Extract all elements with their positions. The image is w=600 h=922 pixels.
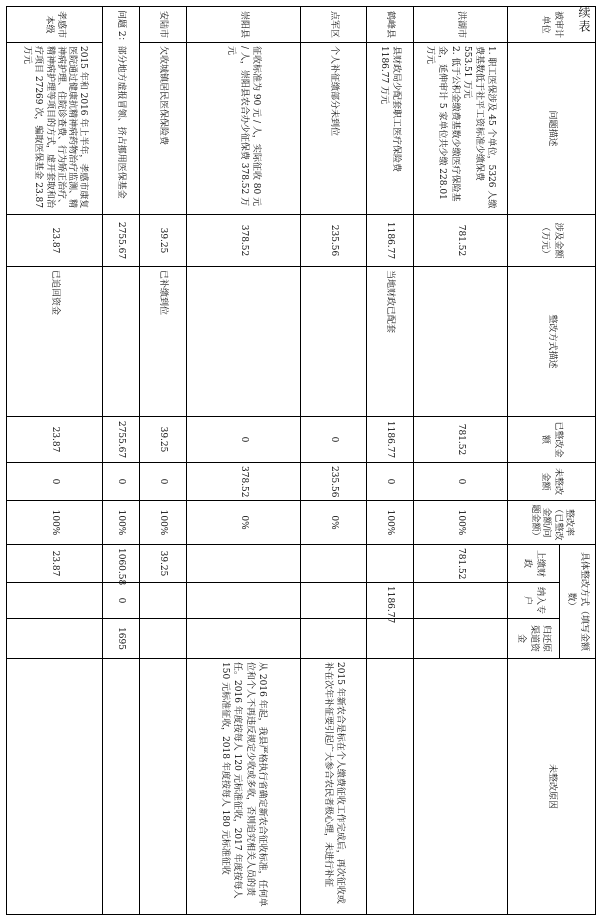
header-detail-group: 具体整改方式（填写金额数） bbox=[560, 545, 596, 659]
header-rectified: 已整改金额 bbox=[508, 417, 596, 463]
cell-rate: 100% bbox=[140, 501, 187, 545]
cell-unrectified: 0 bbox=[414, 463, 508, 501]
cell-method bbox=[187, 267, 301, 417]
header-rate: 整改率（已整改金额/问题金额） bbox=[508, 501, 596, 545]
cell-special-account: 1186.77 bbox=[367, 583, 414, 619]
header-unrectified: 未整改金额 bbox=[508, 463, 596, 501]
cell-returned: 1695 bbox=[103, 619, 140, 659]
cell-upper-finance: 781.52 bbox=[414, 545, 508, 583]
header-special-account: 纳入专户 bbox=[508, 583, 560, 619]
cell-upper-finance: 39.25 bbox=[140, 545, 187, 583]
cell-rate: 100% bbox=[103, 501, 140, 545]
table-row bbox=[414, 7, 508, 915]
cell-amount: 23.87 bbox=[7, 215, 103, 267]
cell-unrectified: 235.56 bbox=[300, 463, 367, 501]
cell-method: 当地财政已配套 bbox=[367, 267, 414, 417]
cell-rectified: 1186.77 bbox=[367, 417, 414, 463]
cell-unit: 安陆市 bbox=[140, 7, 187, 43]
header-upper-finance: 上缴财政 bbox=[508, 545, 560, 583]
cell-rectified: 23.87 bbox=[7, 417, 103, 463]
cell-rectified: 2755.67 bbox=[103, 417, 140, 463]
cell-rate: 100% bbox=[367, 501, 414, 545]
cell-unit: 点军区 bbox=[300, 7, 367, 43]
cell-amount: 39.25 bbox=[140, 215, 187, 267]
header-amount: 涉及金额（万元） bbox=[508, 215, 596, 267]
header-method: 整改方式描述 bbox=[508, 267, 596, 417]
cell-upper-finance: 23.87 bbox=[7, 545, 103, 583]
cell-unrectified: 0 bbox=[7, 463, 103, 501]
table-row bbox=[300, 7, 367, 915]
cell-unrectified: 378.52 bbox=[187, 463, 301, 501]
cell-returned bbox=[140, 619, 187, 659]
cell-unrectified: 0 bbox=[103, 463, 140, 501]
cell-reason: 从 2016 年起，我县严格执行省确定新农合征收标准，任何单位和个人不再违反规定少收或多收，否则追究相关人员的责任。2016 年度按每人 120 元标准征收，2017 年度按每人 150 元标准征收，2018 年度按每人 180 元标准征收 bbox=[187, 659, 301, 915]
cell-issue: 2015 年和 2016 年上半年，孝感市康复医院通过健康抗精神病药物治疗监测、精神病护理、住院诊查费、行为矫正治疗、精神病护理等项目的方式，虚开套取和治疗项目 27269 次，骗取医保基金 23.87 万元 bbox=[7, 43, 103, 215]
rotated-audit-table-page bbox=[6, 6, 596, 914]
cell-amount: 235.56 bbox=[300, 215, 367, 267]
cell-method bbox=[414, 267, 508, 417]
cell-unit: 孝感市本级 bbox=[7, 7, 103, 43]
cell-returned bbox=[300, 619, 367, 659]
header-reason: 未整改原因 bbox=[508, 659, 596, 915]
table-row bbox=[187, 7, 301, 915]
table-row bbox=[140, 7, 187, 915]
cell-returned bbox=[367, 619, 414, 659]
cell-returned bbox=[7, 619, 103, 659]
header-returned: 归还原渠道资金 bbox=[508, 619, 560, 659]
cell-reason bbox=[414, 659, 508, 915]
header-issue: 问题描述 bbox=[508, 43, 596, 215]
cell-issue: 1. 职工医保涉及 45 个单位，5326 人缴费基数低于社平工资标准少缴保费 553.51 万元 2. 低于公积金缴费基数少缴医疗保险基金，延伸审计 5 家单位共少缴 228.01 万元 bbox=[414, 43, 508, 215]
audit-rectification-table bbox=[6, 6, 596, 915]
problem-summary-row bbox=[103, 7, 140, 915]
cell-unit: 洪湖市 bbox=[414, 7, 508, 43]
cell-reason: 2015 年新农合是标在个人缴费征收工作完成后，再次征收或补在次年补征要引起广大参合农民者极心理，未进行补征 bbox=[300, 659, 367, 915]
cell-rate: 100% bbox=[7, 501, 103, 545]
cell-rate: 100% bbox=[414, 501, 508, 545]
cell-unit: 崇阳县 bbox=[187, 7, 301, 43]
cell-amount: 1186.77 bbox=[367, 215, 414, 267]
cell-rectified: 39.25 bbox=[140, 417, 187, 463]
cell-upper-finance bbox=[187, 545, 301, 583]
cell-issue: 个人补征缴部分未到位 bbox=[300, 43, 367, 215]
cell-rectified: 781.52 bbox=[414, 417, 508, 463]
cell-method: 已补缴到位 bbox=[140, 267, 187, 417]
cell-method bbox=[103, 267, 140, 417]
cell-special-account bbox=[187, 583, 301, 619]
cell-reason bbox=[7, 659, 103, 915]
cell-issue: 征收标准为 90 元 / 人，实际征收 80 元 / 人，崇阳县农合办少征保费 378.52 万元 bbox=[187, 43, 301, 215]
cell-reason bbox=[140, 659, 187, 915]
cell-upper-finance bbox=[300, 545, 367, 583]
cell-rate: 0% bbox=[300, 501, 367, 545]
cell-special-account: 0 bbox=[103, 583, 140, 619]
table-row bbox=[367, 7, 414, 915]
cell-upper-finance bbox=[367, 545, 414, 583]
cell-rate: 0% bbox=[187, 501, 301, 545]
cell-rectified: 0 bbox=[300, 417, 367, 463]
cell-special-account bbox=[140, 583, 187, 619]
cell-amount: 378.52 bbox=[187, 215, 301, 267]
cell-special-account bbox=[7, 583, 103, 619]
cell-returned bbox=[414, 619, 508, 659]
cell-amount: 781.52 bbox=[414, 215, 508, 267]
problem-2-label: 问题 2：部分地方虚报冒领、挤占挪用医保基金 bbox=[103, 7, 140, 215]
cell-amount: 2755.67 bbox=[103, 215, 140, 267]
cell-rectified: 0 bbox=[187, 417, 301, 463]
cell-unit: 鹤峰县 bbox=[367, 7, 414, 43]
cell-unrectified: 0 bbox=[367, 463, 414, 501]
table-row bbox=[7, 7, 103, 915]
cell-unrectified: 0 bbox=[140, 463, 187, 501]
cell-issue: 欠收城镇居民医保保险费 bbox=[140, 43, 187, 215]
cell-reason bbox=[367, 659, 414, 915]
cell-upper-finance: 1060.58 bbox=[103, 545, 140, 583]
cell-reason bbox=[103, 659, 140, 915]
header-audit-unit: 被审计单位 bbox=[508, 7, 596, 43]
cell-issue: 县财政局少配套职工医疗保险费 1186.77 万元 bbox=[367, 43, 414, 215]
cell-returned bbox=[187, 619, 301, 659]
page-continuation-label: 续表 bbox=[577, 6, 591, 34]
cell-special-account bbox=[300, 583, 367, 619]
cell-special-account bbox=[414, 583, 508, 619]
cell-method: 已追回资金 bbox=[7, 267, 103, 417]
cell-method bbox=[300, 267, 367, 417]
